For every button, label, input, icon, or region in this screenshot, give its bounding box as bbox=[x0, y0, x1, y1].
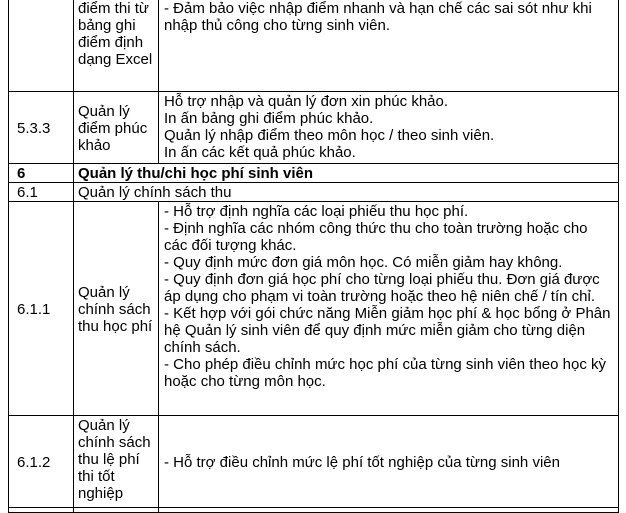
description-line: - Quy định mức đơn giá môn học. Có miễn giảm hay không. bbox=[164, 254, 563, 271]
section-title: Quản lý thu/chi học phí sinh viên bbox=[74, 164, 619, 183]
description-line: In ấn bảng ghi điểm phúc khảo. bbox=[164, 110, 374, 127]
row-description bbox=[159, 416, 619, 508]
row-number: 6.1.1 bbox=[9, 202, 74, 416]
table-row bbox=[9, 92, 619, 164]
subsection-title: Quản lý chính sách thu bbox=[74, 183, 619, 202]
subsection-row bbox=[9, 183, 619, 202]
description-line: - Đảm bảo việc nhập điểm nhanh và hạn chế các sai sót như khi nhập thủ công cho từng sinh viên. bbox=[164, 0, 592, 34]
row-description bbox=[159, 202, 619, 416]
row-title: Quản lý chính sách thu lệ phí thi tốt nghiệp bbox=[74, 416, 159, 508]
description-line: Quản lý nhập điểm theo môn học / theo sinh viên. bbox=[164, 127, 495, 144]
description-line: - Hỗ trợ định nghĩa các loại phiếu thu học phí. bbox=[164, 203, 469, 220]
description-line: - Cho phép điều chỉnh mức học phí của từng sinh viên theo học kỳ hoặc cho từng môn học. bbox=[164, 356, 607, 390]
section-header-row bbox=[9, 164, 619, 183]
row-title: điểm thi từ bảng ghi điểm định dạng Excel bbox=[74, 0, 159, 92]
row-number bbox=[9, 0, 74, 92]
table-row bbox=[9, 0, 619, 92]
table-row bbox=[9, 416, 619, 508]
description-line: - Hỗ trợ điều chỉnh mức lệ phí tốt nghiệp của từng sinh viên bbox=[164, 453, 560, 471]
row-number: 6.1 bbox=[9, 183, 74, 202]
row-description bbox=[159, 0, 619, 92]
row-description bbox=[159, 92, 619, 164]
row-title: Quản lý điểm phúc khảo bbox=[74, 92, 159, 164]
row-number: 6.1.2 bbox=[9, 416, 74, 508]
description-line: Hỗ trợ nhập và quản lý đơn xin phúc khảo. bbox=[164, 93, 449, 110]
description-line: In ấn các kết quả phúc khảo. bbox=[164, 144, 356, 161]
table-row-cutoff bbox=[9, 508, 619, 513]
feature-table bbox=[8, 0, 619, 513]
description-line: - Kết hợp với gói chức năng Miễn giảm học phí & học bổng ở Phân hệ Quản lý sinh viên để quy định mức miễn giảm cho từng diện chính sách. bbox=[164, 305, 611, 356]
row-title: Quản lý chính sách thu học phí bbox=[74, 202, 159, 416]
description-line: - Định nghĩa các nhóm công thức thu cho toàn trường hoặc cho các đối tượng khác. bbox=[164, 220, 588, 254]
row-number: 5.3.3 bbox=[9, 92, 74, 164]
table-row bbox=[9, 202, 619, 416]
row-number: 6 bbox=[9, 164, 74, 183]
description-line: - Quy định đơn giá học phí cho từng loại phiếu thu. Đơn giá được áp dụng cho phạm vi toàn trường hoặc theo hệ niên chế / tín chỉ. bbox=[164, 271, 600, 305]
